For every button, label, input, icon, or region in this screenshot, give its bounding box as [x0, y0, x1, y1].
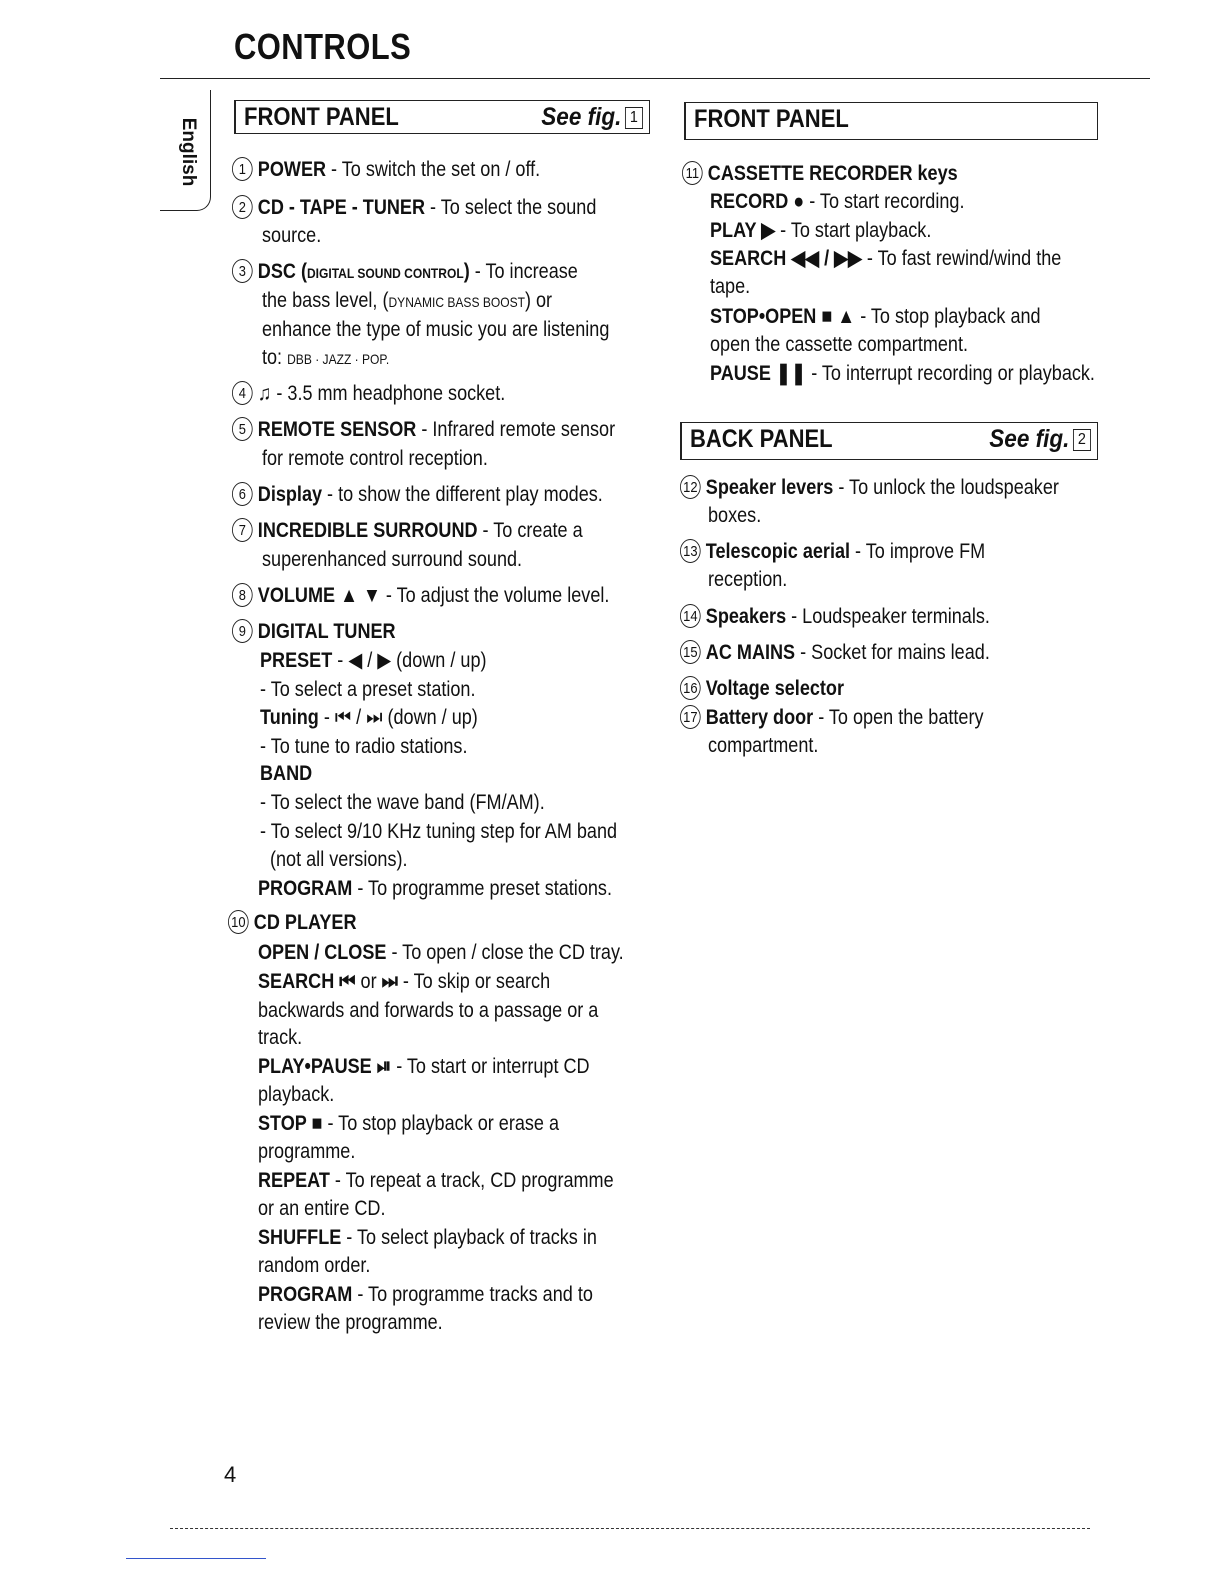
cd-play-pause: [258, 1053, 590, 1081]
item-speaker-levers: [680, 474, 1059, 502]
cd-open-desc: - To open / close the CD tray.: [386, 941, 624, 964]
item-number: 11: [682, 161, 703, 185]
item-cassette-recorder: [682, 160, 958, 188]
back-panel-title: BACK PANEL: [690, 425, 833, 453]
item-key: CASSETTE RECORDER keys: [707, 162, 958, 185]
tuner-preset: [260, 647, 487, 675]
cassette-stop-open: [710, 303, 1041, 331]
item-speaker-levers-cont: boxes.: [708, 504, 762, 527]
item-dsc-line3: enhance the type of music you are listening: [262, 318, 610, 341]
item-desc: - To adjust the volume level.: [380, 584, 610, 607]
item-key: VOLUME ▲ ▼: [257, 584, 381, 607]
top-rule: [160, 78, 1150, 79]
item-dsc: [232, 258, 578, 287]
cd-open-key: OPEN / CLOSE: [258, 941, 387, 964]
item-number: 9: [232, 619, 253, 643]
cd-repeat-l2: or an entire CD.: [258, 1197, 386, 1220]
item-volume: [232, 582, 609, 610]
item-key: Voltage selector: [705, 677, 844, 700]
tuner-band-desc3: (not all versions).: [270, 848, 408, 871]
item-number: 4: [232, 381, 253, 405]
cd-search-key: SEARCH ⏮: [258, 970, 356, 993]
dsc-line4-smallcaps: DBB · JAZZ · POP.: [287, 351, 390, 367]
dsc-line2-a: the bass level, (: [262, 289, 389, 312]
item-number: 13: [680, 539, 701, 563]
item-desc: - To improve FM: [850, 540, 986, 563]
item-telescopic-aerial: [680, 538, 985, 566]
item-speakers: [680, 603, 990, 631]
item-key: CD PLAYER: [253, 911, 357, 934]
fig-number: 2: [1073, 429, 1091, 451]
item-key: Speaker levers: [705, 476, 834, 499]
item-battery-door-cont: compartment.: [708, 734, 819, 757]
bottom-link-line: [126, 1558, 266, 1559]
item-number: 16: [680, 676, 701, 700]
tuner-preset-rest: - ◀ / ▶ (down / up): [332, 649, 487, 672]
front-panel-heading-title: FRONT PANEL: [244, 103, 399, 131]
item-battery-door: [680, 704, 984, 732]
item-source-cont: source.: [262, 224, 322, 247]
item-number: 10: [228, 910, 249, 934]
cd-search-sym: ⏭: [381, 970, 398, 993]
tuner-program-key: PROGRAM: [258, 877, 353, 900]
cd-repeat-key: REPEAT: [258, 1169, 330, 1192]
cd-program-l2: review the programme.: [258, 1311, 443, 1334]
front-panel-right-title: FRONT PANEL: [694, 105, 849, 133]
item-desc: - to show the different play modes.: [322, 483, 603, 506]
item-key: Battery door: [705, 706, 814, 729]
cassette-stop-desc: - To stop playback and: [855, 305, 1041, 328]
item-desc: - Socket for mains lead.: [795, 641, 990, 664]
cd-repeat: [258, 1167, 614, 1195]
tuner-program-desc: - To programme preset stations.: [352, 877, 612, 900]
front-panel-right-heading: [684, 102, 1098, 140]
item-number: 1: [232, 157, 253, 181]
cd-program-desc: - To programme tracks and to: [352, 1283, 593, 1306]
language-tab: [160, 90, 211, 211]
item-dsc-line2: [262, 287, 552, 316]
cd-stop-desc: - To stop playback or erase a: [322, 1112, 560, 1135]
cd-shuffle-desc: - To select playback of tracks in: [341, 1226, 597, 1249]
cd-search-or: or: [355, 970, 382, 993]
item-digital-tuner: [232, 618, 396, 646]
cassette-pause-desc: - To interrupt recording or playback.: [806, 362, 1095, 385]
item-display: [232, 481, 603, 509]
cassette-search-key: SEARCH ◀◀ / ▶▶: [710, 247, 862, 270]
cassette-play-desc: - To start playback.: [775, 219, 932, 242]
cd-search-l2: backwards and forwards to a passage or a: [258, 999, 599, 1022]
cd-repeat-desc: - To repeat a track, CD programme: [329, 1169, 614, 1192]
cd-stop-key: STOP ■: [258, 1112, 323, 1135]
cassette-play-key: PLAY ▶: [710, 219, 776, 242]
tuner-tuning-desc: - To tune to radio stations.: [260, 735, 468, 758]
back-panel-fig-ref: [989, 425, 1091, 454]
cd-program: [258, 1281, 593, 1309]
item-number: 3: [232, 259, 253, 283]
item-number: 8: [232, 583, 253, 607]
item-key: Speakers: [705, 605, 787, 628]
tuner-preset-desc: - To select a preset station.: [260, 678, 476, 701]
item-desc: - To create a: [477, 519, 583, 542]
dsc-line4-a: to:: [262, 346, 288, 369]
item-voltage-selector: [680, 675, 844, 703]
cd-shuffle-l2: random order.: [258, 1254, 371, 1277]
item-headphone: [232, 380, 505, 408]
item-key-smallcaps: DIGITAL SOUND CONTROL: [306, 265, 464, 281]
tuner-band-desc2: - To select 9/10 KHz tuning step for AM band: [260, 820, 618, 843]
front-panel-fig-ref: [541, 103, 643, 132]
language-tab-label: English: [178, 117, 199, 187]
item-ac-mains: [680, 639, 990, 667]
item-key-end: ): [463, 260, 470, 283]
item-power: [232, 156, 540, 184]
cassette-record-desc: - To start recording.: [804, 190, 965, 213]
page-number: 4: [224, 1462, 237, 1487]
cassette-stop-l2: open the cassette compartment.: [710, 333, 968, 356]
dsc-line2-b: ) or: [524, 289, 553, 312]
item-telescopic-aerial-cont: reception.: [708, 568, 788, 591]
cd-play-desc: - To start or interrupt CD: [391, 1055, 590, 1078]
item-desc: - To increase: [469, 260, 578, 283]
item-desc: - 3.5 mm headphone socket.: [271, 382, 506, 405]
tuner-band: BAND: [260, 762, 313, 785]
cd-stop: [258, 1110, 559, 1138]
fig-ref-label: See fig.: [989, 425, 1070, 453]
item-key: POWER: [257, 158, 327, 181]
front-panel-heading: [234, 100, 650, 134]
item-key: DSC (: [257, 260, 307, 283]
cassette-search-l2: tape.: [710, 275, 751, 298]
fig-number: 1: [625, 107, 643, 129]
dsc-line2-smallcaps: DYNAMIC BASS BOOST: [388, 294, 525, 310]
item-remote-sensor: [232, 416, 615, 444]
cd-shuffle: [258, 1224, 597, 1252]
item-remote-sensor-cont: for remote control reception.: [262, 447, 488, 470]
item-desc: - Infrared remote sensor: [416, 418, 616, 441]
item-key: Display: [257, 483, 323, 506]
cd-program-key: PROGRAM: [258, 1283, 353, 1306]
item-desc: - To open the battery: [813, 706, 984, 729]
item-number: 6: [232, 482, 253, 506]
tuner-tuning-key: Tuning: [260, 706, 319, 729]
item-number: 2: [232, 195, 253, 219]
cd-stop-l2: programme.: [258, 1140, 356, 1163]
item-surround-cont: superenhanced surround sound.: [262, 548, 523, 571]
tuner-band-desc1: - To select the wave band (FM/AM).: [260, 791, 545, 814]
item-number: 5: [232, 417, 253, 441]
item-number: 14: [680, 604, 701, 628]
cd-play-l2: playback.: [258, 1083, 335, 1106]
cassette-search-desc: - To fast rewind/wind the: [861, 247, 1062, 270]
cd-search-desc: - To skip or search: [397, 970, 551, 993]
cd-search: [258, 968, 550, 996]
cassette-search: [710, 245, 1061, 273]
cassette-pause: [710, 360, 1095, 388]
item-dsc-line4: [262, 344, 389, 373]
item-source: [232, 194, 596, 222]
item-cd-player: [228, 909, 357, 937]
back-panel-heading: [680, 422, 1098, 460]
tuner-tuning-rest: - ⏮ / ⏭ (down / up): [318, 706, 478, 729]
item-key: Telescopic aerial: [705, 540, 851, 563]
cassette-stop-key: STOP•OPEN ■ ▲: [710, 305, 856, 328]
item-desc: - To select the sound: [425, 196, 597, 219]
item-key: REMOTE SENSOR: [257, 418, 417, 441]
item-desc: - To switch the set on / off.: [326, 158, 541, 181]
item-key: DIGITAL TUNER: [257, 620, 396, 643]
cd-play-key: PLAY•PAUSE ⏯: [258, 1055, 392, 1078]
tuner-preset-key: PRESET: [260, 649, 333, 672]
cassette-record-key: RECORD ●: [710, 190, 805, 213]
cd-shuffle-key: SHUFFLE: [258, 1226, 342, 1249]
tuner-tuning: [260, 704, 478, 732]
item-desc: - Loudspeaker terminals.: [786, 605, 990, 628]
fig-ref-label: See fig.: [541, 103, 622, 131]
cd-search-l3: track.: [258, 1026, 303, 1049]
item-surround: [232, 517, 583, 545]
tuner-program: [258, 875, 612, 903]
item-number: 15: [680, 640, 701, 664]
item-key: INCREDIBLE SURROUND: [257, 519, 478, 542]
cassette-record: [710, 188, 964, 216]
cassette-pause-key: PAUSE ❚❚: [710, 362, 807, 385]
item-number: 17: [680, 705, 701, 729]
item-key: CD - TAPE - TUNER: [257, 196, 426, 219]
headphone-icon: ♫: [257, 382, 272, 405]
page-title: CONTROLS: [234, 26, 412, 67]
item-desc: - To unlock the loudspeaker: [833, 476, 1059, 499]
cassette-play: [710, 217, 931, 245]
bottom-rule: [170, 1528, 1090, 1529]
item-number: 12: [680, 475, 701, 499]
cd-open-close: [258, 939, 624, 967]
item-key: AC MAINS: [705, 641, 796, 664]
item-number: 7: [232, 518, 253, 542]
